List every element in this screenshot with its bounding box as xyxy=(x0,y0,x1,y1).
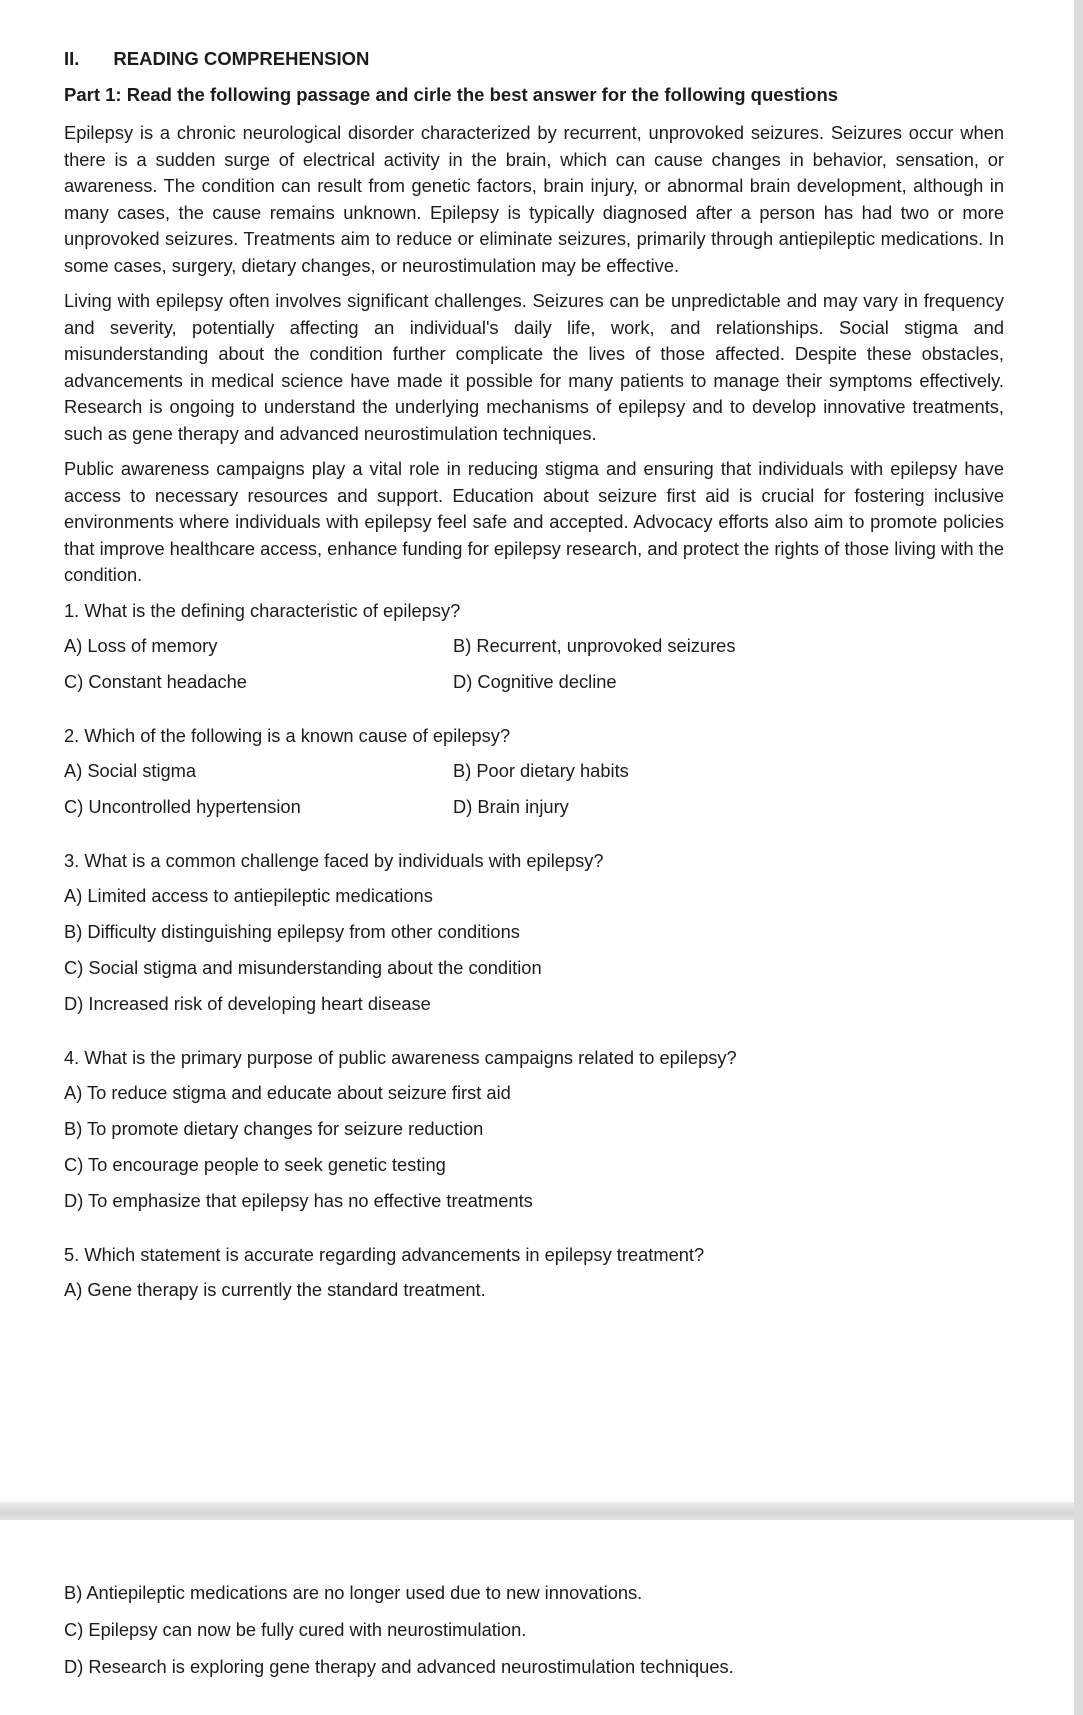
question-4: 4. What is the primary purpose of public awareness campaigns related to epilepsy? xyxy=(64,1046,737,1068)
question-3-options xyxy=(64,885,1004,1015)
question-2-options xyxy=(64,760,1004,818)
answer-option[interactable]: A) Loss of memory xyxy=(64,634,218,656)
question-1-options xyxy=(64,635,1004,693)
answer-option[interactable]: B) Poor dietary habits xyxy=(453,759,629,781)
question-1: 1. What is the defining characteristic of epilepsy? xyxy=(64,599,461,621)
section-heading xyxy=(64,48,1004,70)
answer-option[interactable]: D) Research is exploring gene therapy and advanced neurostimulation techniques. xyxy=(64,1656,734,1677)
answer-option[interactable]: D) Brain injury xyxy=(453,795,569,817)
answer-option[interactable]: C) Uncontrolled hypertension xyxy=(64,795,301,817)
passage-paragraph: Public awareness campaigns play a vital role in reducing stigma and ensuring that individuals with epilepsy have access to necessary resources and support. Education about seizure first aid is crucial for fostering inclusive environments where individuals with epilepsy feel safe and accepted. Advocacy efforts also aim to promote policies that improve healthcare access, enhance funding for epilepsy research, and protect the rights of those living with the condition. xyxy=(64,458,1004,585)
answer-option[interactable]: A) Limited access to antiepileptic medications xyxy=(64,884,433,906)
answer-option[interactable]: C) Epilepsy can now be fully cured with neurostimulation. xyxy=(64,1619,527,1640)
answer-option[interactable]: A) Gene therapy is currently the standard treatment. xyxy=(64,1278,486,1300)
answer-option[interactable]: D) To emphasize that epilepsy has no effective treatments xyxy=(64,1189,533,1211)
question-5-options-top xyxy=(64,1279,1004,1301)
worksheet-page-bottom xyxy=(0,1520,1074,1715)
answer-option[interactable]: D) Cognitive decline xyxy=(453,670,617,692)
answer-option[interactable]: C) Social stigma and misunderstanding about the condition xyxy=(64,956,542,978)
page-edge-shadow xyxy=(1074,0,1083,1715)
answer-option[interactable]: B) To promote dietary changes for seizure reduction xyxy=(64,1117,484,1139)
passage-paragraph: Living with epilepsy often involves significant challenges. Seizures can be unpredictable and may vary in frequency and severity, potentially affecting an individual's daily life, work, and relationships. Social stigma and misunderstanding about the condition further complicate the lives of those affected. Despite these obstacles, advancements in medical science have made it possible for many patients to manage their symptoms effectively. Research is ongoing to understand the underlying mechanisms of epilepsy and to develop innovative treatments, such as gene therapy and advanced neurostimulation techniques. xyxy=(64,290,1004,444)
page-split-band xyxy=(0,1502,1074,1520)
answer-option[interactable]: C) Constant headache xyxy=(64,670,247,692)
answer-option[interactable]: A) Social stigma xyxy=(64,759,197,781)
answer-option[interactable]: C) To encourage people to seek genetic testing xyxy=(64,1153,446,1175)
section-title: READING COMPREHENSION xyxy=(113,48,370,69)
part-instruction: Part 1: Read the following passage and cirle the best answer for the following questions xyxy=(64,84,839,105)
question-4-options xyxy=(64,1082,1004,1212)
answer-option[interactable]: B) Difficulty distinguishing epilepsy from other conditions xyxy=(64,920,520,942)
answer-option[interactable]: A) To reduce stigma and educate about seizure first aid xyxy=(64,1081,511,1103)
passage-paragraph: Epilepsy is a chronic neurological disorder characterized by recurrent, unprovoked seizures. Seizures occur when there is a sudden surge of electrical activity in the brain, which can cause changes in behavior, sensation, or awareness. The condition can result from genetic factors, brain injury, or abnormal brain development, although in many cases, the cause remains unknown. Epilepsy is typically diagnosed after a person has had two or more unprovoked seizures. Treatments aim to reduce or eliminate seizures, primarily through antiepileptic medications. In some cases, surgery, dietary changes, or neurostimulation may be effective. xyxy=(64,122,1004,276)
question-5: 5. Which statement is accurate regarding advancements in epilepsy treatment? xyxy=(64,1243,705,1265)
question-3: 3. What is a common challenge faced by individuals with epilepsy? xyxy=(64,849,604,871)
answer-option[interactable]: B) Recurrent, unprovoked seizures xyxy=(453,634,736,656)
reading-passage xyxy=(64,120,1004,589)
section-number: II. xyxy=(64,48,80,69)
answer-option[interactable]: D) Increased risk of developing heart disease xyxy=(64,992,431,1014)
question-2: 2. Which of the following is a known cause of epilepsy? xyxy=(64,724,511,746)
answer-option[interactable]: B) Antiepileptic medications are no longer used due to new innovations. xyxy=(64,1582,643,1603)
question-5-options-bottom xyxy=(64,1582,1004,1678)
